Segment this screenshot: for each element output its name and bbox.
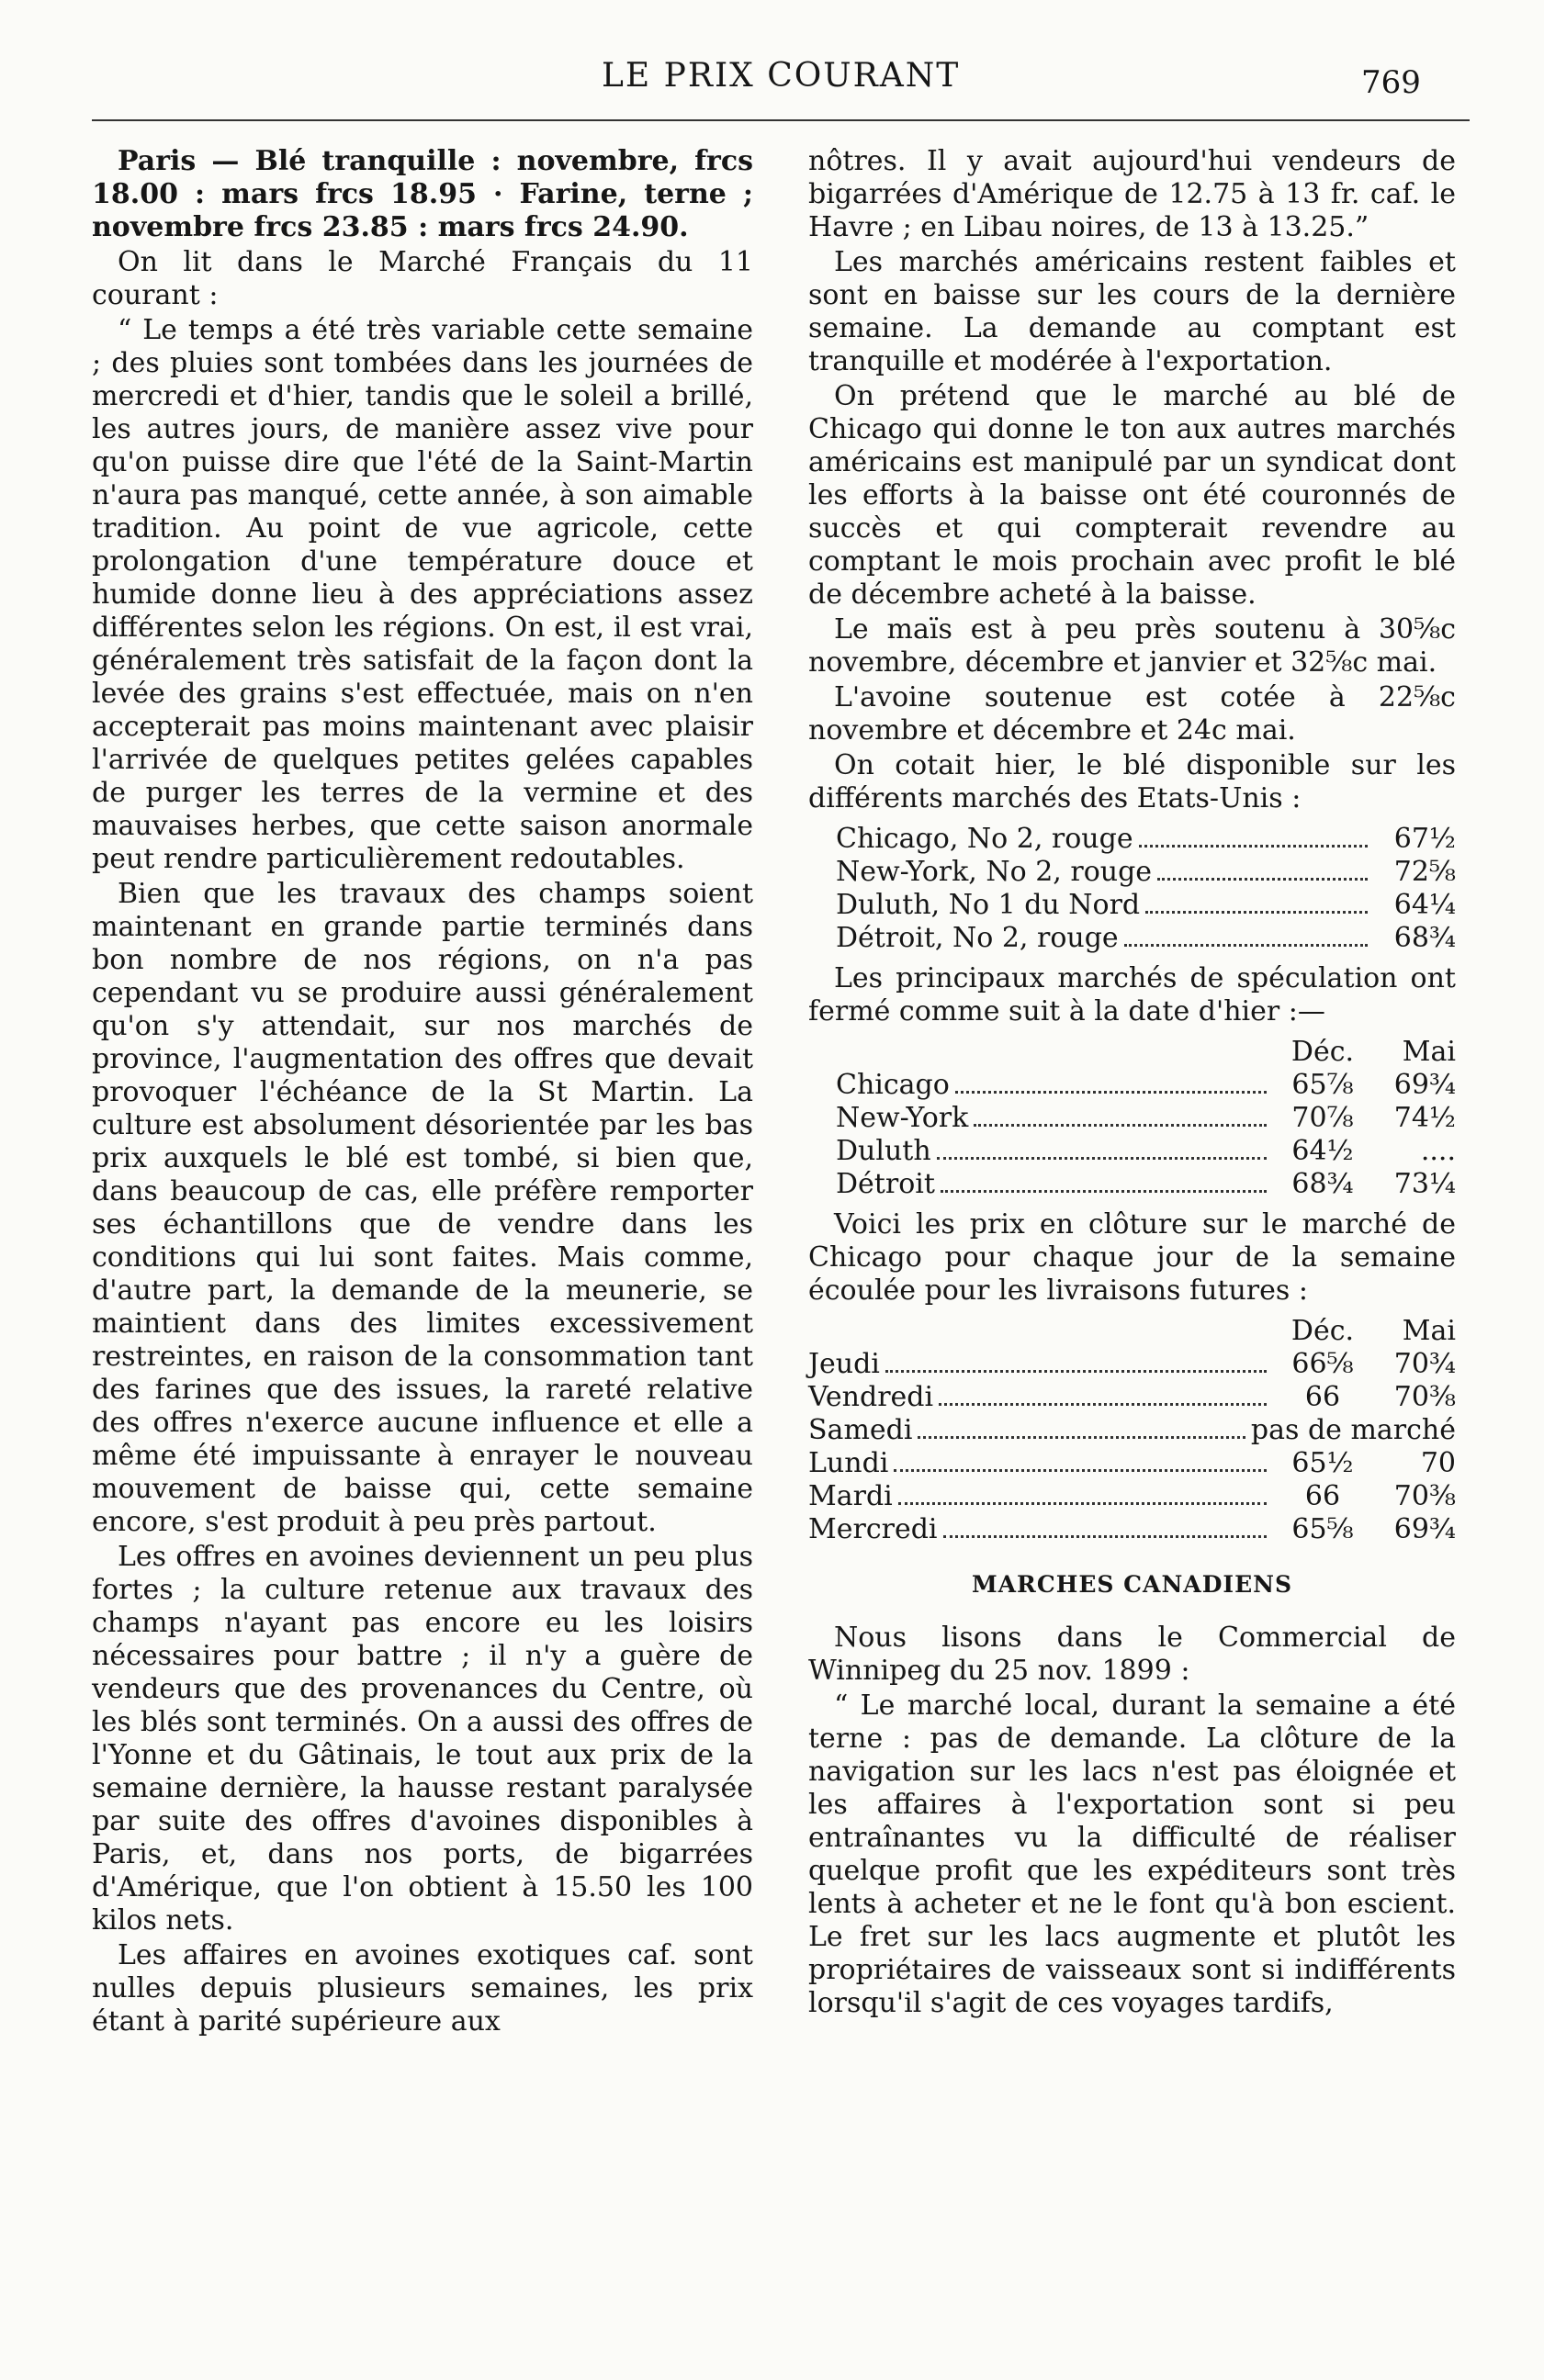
table-row [808, 1414, 1456, 1447]
paragraph: Les offres en avoines deviennent un peu plus fortes ; la culture retenue aux travaux des champs n'ayant pas encore eu les loisirs nécessaires pour battre ; il n'y a guère de vendeurs que des provenances du Centre, où les blés sont terminés. On a aussi des offres de l'Yonne et du Gâtinais, le tout aux prix de la semaine dernière, la hausse restant paralysée par suite des offres d'avoines disponibles à Paris, et, dans nos ports, de bigarrées d'Amérique, que l'on obtient à 15.50 les 100 kilos nets. [92, 1541, 753, 1937]
list-item [836, 823, 1456, 856]
day-name: Lundi [808, 1447, 889, 1479]
mai-price: 69¾ [1393, 1069, 1456, 1101]
dec-price: 65⅝ [1291, 1513, 1354, 1545]
day-name: Mardi [808, 1480, 893, 1512]
right-column [808, 145, 1456, 2022]
dec-price: 66⅝ [1291, 1348, 1354, 1380]
market-name: Chicago, No 2, rouge [836, 823, 1133, 855]
section-heading: MARCHES CANADIENS [971, 1571, 1293, 1598]
speculation-table [808, 1036, 1456, 1201]
dot-leader [943, 1522, 1267, 1538]
paragraph: Paris — Blé tranquille : novembre, frcs 18.00 : mars frcs 18.95 · Farine, terne ; novembre frcs 23.85 : mars frcs 24.90. [92, 145, 753, 243]
market-name: Détroit, No 2, rouge [836, 922, 1119, 954]
dot-leader [885, 1357, 1267, 1373]
dot-leader [1157, 865, 1368, 881]
market-name: Duluth [836, 1135, 931, 1167]
dot-leader [941, 1177, 1267, 1193]
paragraph: On lit dans le Marché Français du 11 courant : [92, 246, 753, 311]
dec-price: 66 [1304, 1381, 1341, 1413]
mai-price: 74½ [1393, 1102, 1456, 1134]
day-name: Vendredi [808, 1381, 934, 1413]
market-name: New-York, No 2, rouge [836, 856, 1153, 888]
mai-price: 70¾ [1393, 1348, 1456, 1380]
dot-leader [937, 1144, 1267, 1160]
header-rule [92, 119, 1470, 121]
market-name: Duluth, No 1 du Nord [836, 889, 1141, 921]
column-header-mai: Mai [1402, 1036, 1456, 1068]
no-market-note: pas de marché [1250, 1414, 1456, 1446]
price: 72⅝ [1393, 856, 1456, 888]
table-header [836, 1036, 1456, 1069]
mai-price: 73¼ [1393, 1168, 1456, 1200]
paragraph: nôtres. Il y avait aujourd'hui vendeurs de bigarrées d'Amérique de 12.75 à 13 fr. caf. le Havre ; en Libau noires, de 13 à 13.25.” [808, 145, 1456, 243]
paragraph: Nous lisons dans le Commercial de Winnipeg du 25 nov. 1899 : [808, 1622, 1456, 1687]
table-row [808, 1381, 1456, 1414]
paragraph: Bien que les travaux des champs soient maintenant en grande partie terminés dans bon nombre de nos régions, on n'a pas cependant vu se produire aussi généralement qu'on s'y attendait, sur nos marchés de province, l'augmentation des offres que devait provoquer l'échéance de la St Martin. La culture est absolument désorientée par les bas prix auxquels le blé est tombé, si bien que, dans beaucoup de cas, elle préfère remporter ses échantillons que de vendre dans les conditions qui lui sont faites. Mais comme, d'autre part, la demande de la meunerie, se maintient dans des limites excessivement restreintes, en raison de la consommation tant des farines que des issues, la rareté relative des offres n'exerce aucune influence et elle a même été impuissante à enrayer le nouveau mouvement de baisse qui, cette semaine encore, s'est produit à peu près partout. [92, 878, 753, 1538]
spot-wheat-list [808, 823, 1456, 955]
day-name: Mercredi [808, 1513, 938, 1545]
column-header-mai: Mai [1402, 1315, 1456, 1347]
paragraph: “ Le marché local, durant la semaine a été terne : pas de demande. La clôture de la navigation sur les lacs n'est pas éloignée et les affaires à l'exportation sont si peu entraînantes vu la difficulté de réaliser quelque profit que les expéditeurs sont très lents à acheter et ne le font qu'à bon escient. Le fret sur les lacs augmente et plutôt les propriétaires de vaisseaux sont si indifférents lorsqu'il s'agit de ces voyages tardifs, [808, 1690, 1456, 2019]
mai-price: 70⅜ [1393, 1381, 1456, 1413]
dec-price: 65⅞ [1291, 1069, 1354, 1101]
table-row [808, 1447, 1456, 1480]
market-name: New-York [836, 1102, 969, 1134]
market-name: Chicago [836, 1069, 950, 1101]
paragraph: “ Le temps a été très variable cette semaine ; des pluies sont tombées dans les journées de mercredi et d'hier, tandis que le soleil a brillé, les autres jours, de manière assez vive pour qu'on puisse dire que l'été de la Saint-Martin n'aura pas manqué, cette année, à son aimable tradition. Au point de vue agricole, cette prolongation d'une température douce et humide donne lieu à des appréciations assez différentes selon les régions. On est, il est vrai, généralement très satisfait de la façon dont la levée des grains s'est effectuée, mais on n'en accepterait pas moins maintenant avec plaisir l'arrivée de quelques petites gelées capables de purger les terres de la vermine et des mauvaises herbes, que cette saison anormale peut rendre particulièrement redoutables. [92, 314, 753, 875]
dot-leader [894, 1456, 1267, 1472]
paragraph: Le maïs est à peu près soutenu à 30⅝c novembre, décembre et janvier et 32⅝c mai. [808, 613, 1456, 679]
dot-leader [898, 1489, 1267, 1505]
dec-price: 66 [1304, 1480, 1341, 1512]
price: 67½ [1393, 823, 1456, 855]
dot-leader [939, 1390, 1267, 1406]
dec-price: 65½ [1291, 1447, 1354, 1479]
table-row [808, 1348, 1456, 1381]
dec-price: 64½ [1291, 1135, 1354, 1167]
day-name: Samedi [808, 1414, 913, 1446]
table-header [808, 1315, 1456, 1348]
paragraph: Les principaux marchés de spéculation ont fermé comme suit à la date d'hier :— [808, 962, 1456, 1027]
column-header-dec: Déc. [1290, 1036, 1355, 1068]
dec-price: 70⅞ [1291, 1102, 1354, 1134]
dot-leader [1145, 898, 1368, 914]
dot-leader [1139, 832, 1368, 848]
day-name: Jeudi [808, 1348, 880, 1380]
list-item [836, 889, 1456, 922]
dot-leader [1124, 931, 1368, 947]
running-title: LE PRIX COURANT [602, 57, 961, 95]
list-item [836, 856, 1456, 889]
dot-leader [918, 1423, 1245, 1439]
list-item [836, 922, 1456, 955]
chicago-week-table [808, 1315, 1456, 1546]
table-row [836, 1069, 1456, 1102]
paragraph: On cotait hier, le blé disponible sur les différents marchés des Etats-Unis : [808, 749, 1456, 814]
paragraph: Les affaires en avoines exotiques caf. sont nulles depuis plusieurs semaines, les prix étant à parité supérieure aux [92, 1939, 753, 2038]
price: 68¾ [1393, 922, 1456, 954]
table-row [808, 1480, 1456, 1513]
dot-leader [955, 1078, 1267, 1094]
market-name: Détroit [836, 1168, 935, 1200]
table-row [808, 1513, 1456, 1546]
left-column [92, 145, 753, 2040]
table-row [836, 1135, 1456, 1168]
column-header-dec: Déc. [1290, 1315, 1355, 1347]
page-number: 769 [1361, 64, 1421, 101]
paragraph: On prétend que le marché au blé de Chicago qui donne le ton aux autres marchés américains est manipulé par un syndicat dont les efforts à la baisse ont été couronnés de succès et qui compterait revendre au comptant le mois prochain avec profit le blé de décembre acheté à la baisse. [808, 380, 1456, 611]
mai-price: .... [1420, 1135, 1456, 1167]
table-row [836, 1102, 1456, 1135]
dot-leader [974, 1111, 1267, 1127]
paragraph: L'avoine soutenue est cotée à 22⅝c novembre et décembre et 24c mai. [808, 681, 1456, 747]
paragraph: Les marchés américains restent faibles et sont en baisse sur les cours de la dernière semaine. La demande au comptant est tranquille et modérée à l'exportation. [808, 246, 1456, 377]
price: 64¼ [1393, 889, 1456, 921]
paragraph: Voici les prix en clôture sur le marché de Chicago pour chaque jour de la semaine écoulée pour les livraisons futures : [808, 1208, 1456, 1307]
dec-price: 68¾ [1291, 1168, 1354, 1200]
mai-price: 70⅜ [1393, 1480, 1456, 1512]
table-row [836, 1168, 1456, 1201]
mai-price: 70 [1420, 1447, 1456, 1479]
mai-price: 69¾ [1393, 1513, 1456, 1545]
